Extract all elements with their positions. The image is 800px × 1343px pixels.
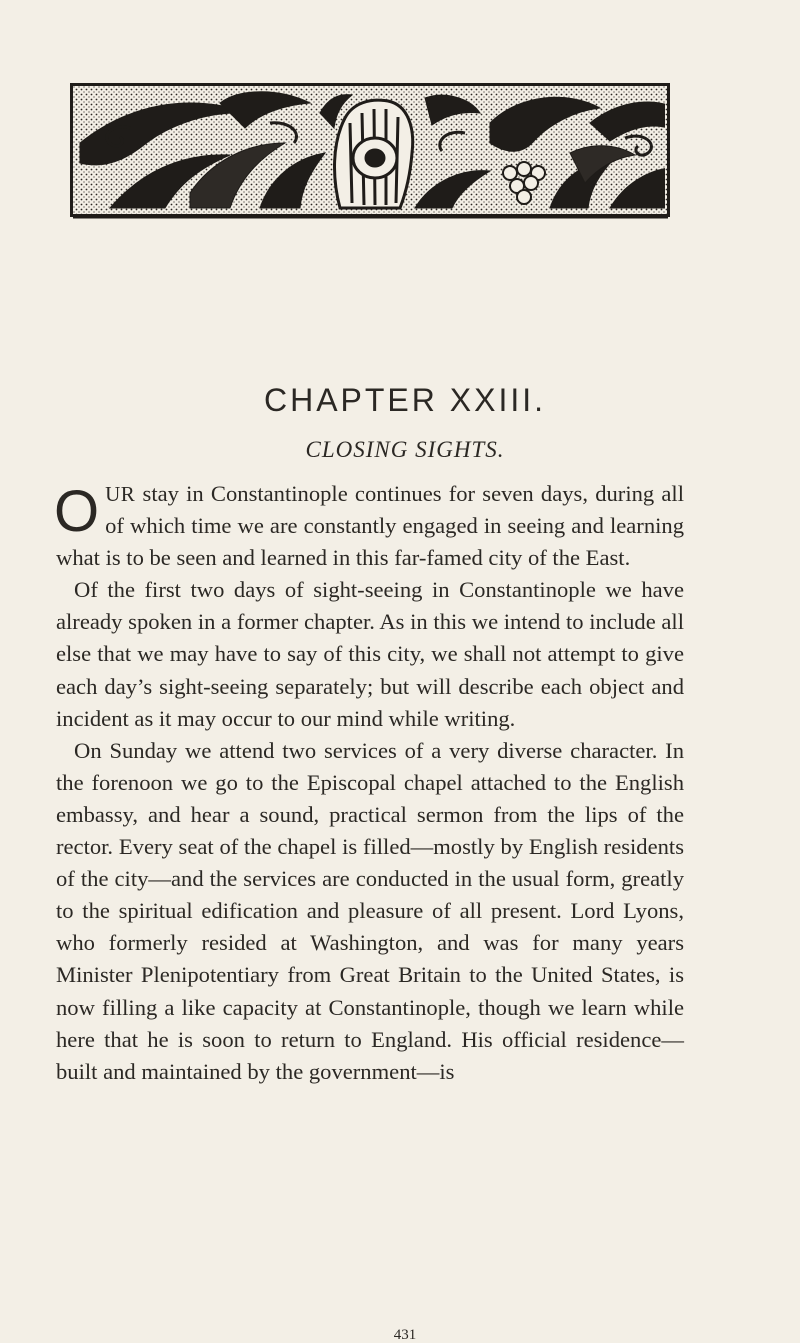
page-number: 431 [393,1327,417,1343]
foliage-headpiece-icon [70,83,670,219]
paragraph-1 [56,478,684,574]
body-text [56,478,684,1088]
paragraph-3: On Sunday we attend two services of a very diverse character. In the forenoon we go to the Episcopal chapel attached to the English embassy, and hear a sound, practical sermon from the lips of the rector. Every seat of the chapel is filled—mostly by English residents of the city—and the services are conducted in the usual form, greatly to the spiritual edification and pleasure of all present. Lord Lyons, who formerly resided at Washington, and was for many years Minister Plenipotentiary from Great Britain to the United States, is now filling a like capacity at Constantinople, though we learn while here that he is soon to return to England. His official residence—built and maintained by the government—is [56,737,684,1084]
chapter-title: CHAPTER XXIII. [263,382,547,418]
drop-cap: O [54,479,100,544]
lead-small-caps: UR [105,482,136,506]
paragraph-1-text: stay in Constantinople continues for seven days, during all of which time we are constantly engaged in seeing and learning what is to be seen and learned in this far-famed city of the East. [56,481,684,571]
ornamental-headpiece [70,83,670,219]
chapter-subtitle: CLOSING SIGHTS. [305,437,505,462]
paragraph-2: Of the first two days of sight-seeing in Constantinople we have already spoken in a former chapter. As in this we intend to include all else that we may have to say of this city, we shall not attempt to give each day’s sight-seeing separately; but will describe each object and incident as it may occur to our mind while writing. [56,577,684,731]
